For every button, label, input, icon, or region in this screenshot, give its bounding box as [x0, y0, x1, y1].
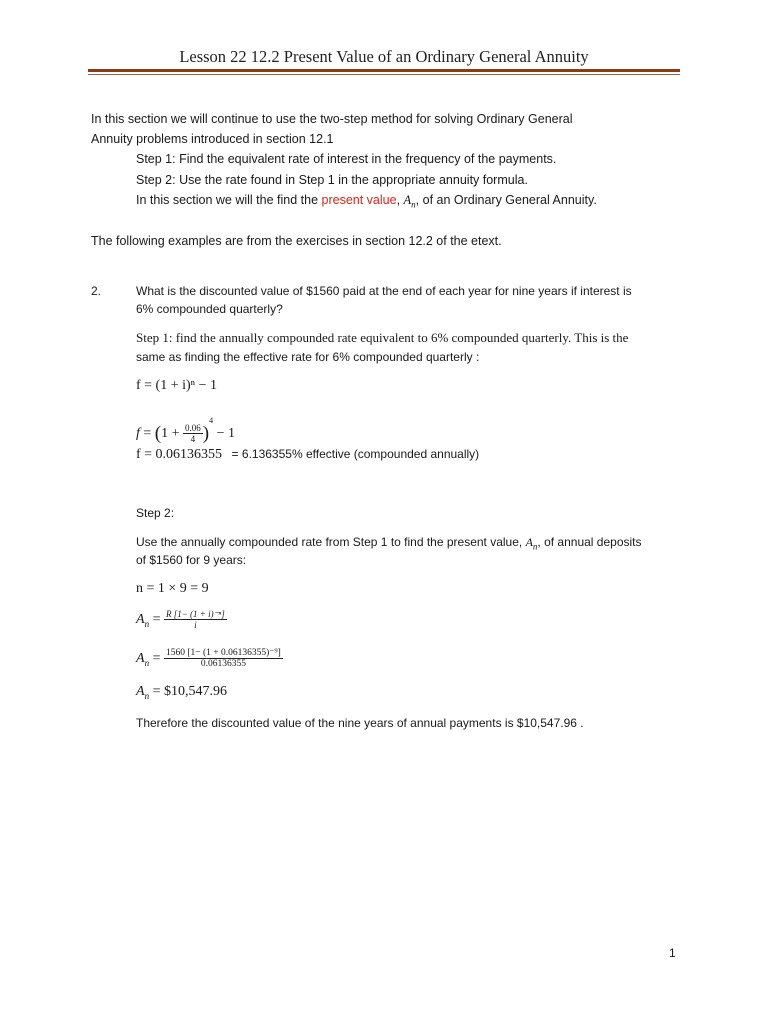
eq2-f-symbol: f — [136, 426, 140, 441]
problem-number: 2. — [91, 284, 102, 298]
intro-step-1: Step 1: Find the equivalent rate of interest in the frequency of the payments. — [136, 152, 557, 166]
page-title: Lesson 22 12.2 Present Value of an Ordinary General Annuity — [179, 47, 589, 66]
equation-result: $A_n$ = $10,547.96 — [136, 684, 227, 701]
eq2-fraction-numerator: 0.06 — [185, 423, 201, 434]
substituted-a-sub: n — [144, 657, 150, 668]
step2-annuity-symbol-sub: n — [532, 541, 538, 552]
step1-line-1: Step 1: find the annually compounded rate equivalent to 6% compounded quarterly. This is the — [136, 330, 629, 345]
intro-line-2: Annuity problems introduced in section 12.1 — [91, 132, 334, 146]
page-number: 1 — [669, 946, 676, 960]
formula-fraction — [164, 609, 227, 630]
title-rule-thick — [88, 69, 680, 72]
result-a-sub: n — [144, 690, 150, 701]
eq2-open-paren: ( — [154, 422, 162, 444]
question-line-2: 6% compounded quarterly? — [136, 302, 283, 316]
formula-a-sub: n — [144, 618, 150, 629]
annuity-symbol-sub: n — [411, 199, 416, 210]
eq2-fraction-denominator: 4 — [190, 434, 196, 445]
formula-denominator: i — [194, 620, 197, 631]
eq2-rate-fraction — [183, 423, 203, 444]
present-value-highlight: present value — [321, 193, 397, 207]
equation-f-value — [136, 446, 479, 463]
intro-line-1: In this section we will continue to use the two-step method for solving Ordinary General — [91, 112, 573, 126]
substituted-denominator: 0.06136355 — [200, 659, 246, 670]
examples-intro: The following examples are from the exercises in section 12.2 of the etext. — [91, 234, 502, 248]
f-value: f = 0.06136355 — [136, 447, 223, 462]
intro-step-2: Step 2: Use the rate found in Step 1 in the appropriate annuity formula. — [136, 173, 528, 187]
conclusion: Therefore the discounted value of the nine years of annual payments is $10,547.96 . — [136, 716, 584, 730]
f-value-description: = 6.136355% effective (compounded annually) — [231, 447, 480, 461]
substituted-numerator: 1560 [1− (1 + 0.06136355)⁻⁹] — [165, 648, 281, 659]
step2-heading: Step 2: — [136, 506, 175, 520]
step2-annuity-symbol: A — [525, 535, 533, 549]
substituted-fraction — [164, 648, 283, 669]
substituted-a-symbol: A — [136, 651, 145, 666]
result-value: $10,547.96 — [163, 684, 227, 699]
equation-annuity-substituted: $A_n$ = $\frac{\text{1560 [1− (1 + 0.06136355)⁻⁹]}}{0.06136355}$ — [136, 648, 281, 670]
question-line-1: What is the discounted value of $1560 paid at the end of each year for nine years if interest is — [136, 284, 632, 298]
step2-line-1-post: , of annual deposits — [537, 535, 642, 549]
formula-numerator: R [1− (1 + i)⁻ⁿ] — [165, 609, 225, 620]
step2-line-1-pre: Use the annually compounded rate from Step 1 to find the present value, — [136, 535, 526, 549]
annuity-symbol: A — [403, 193, 412, 207]
title-rule-thin — [88, 74, 680, 75]
formula-a-symbol: A — [136, 612, 145, 627]
intro-line-5-post: , of an Ordinary General Annuity. — [415, 193, 597, 207]
eq2-close-paren: ) — [202, 422, 210, 444]
equation-n: n = 1 × 9 = 9 — [136, 581, 209, 596]
equation-f-substituted: f = (1 + $\frac{0.06}{4}$ )$^4$ − 1 — [136, 416, 236, 445]
intro-line-5: In this section we will the find the present value, $A_n$, of an Ordinary General Annuity. — [136, 193, 597, 210]
intro-line-5-pre: In this section we will the find the — [136, 193, 322, 207]
result-a-symbol: A — [136, 684, 145, 699]
equation-annuity-formula: $A_n$ = $\frac{\text{R [1− (1 + i)⁻ⁿ]}}{i}$ — [136, 609, 225, 631]
equation-f-general: f = (1 + i)ⁿ − 1 — [136, 378, 217, 393]
step1-line-2: same as finding the effective rate for 6% compounded quarterly : — [136, 350, 480, 364]
step2-line-2: of $1560 for 9 years: — [136, 553, 247, 567]
eq2-exponent: 4 — [209, 416, 214, 425]
